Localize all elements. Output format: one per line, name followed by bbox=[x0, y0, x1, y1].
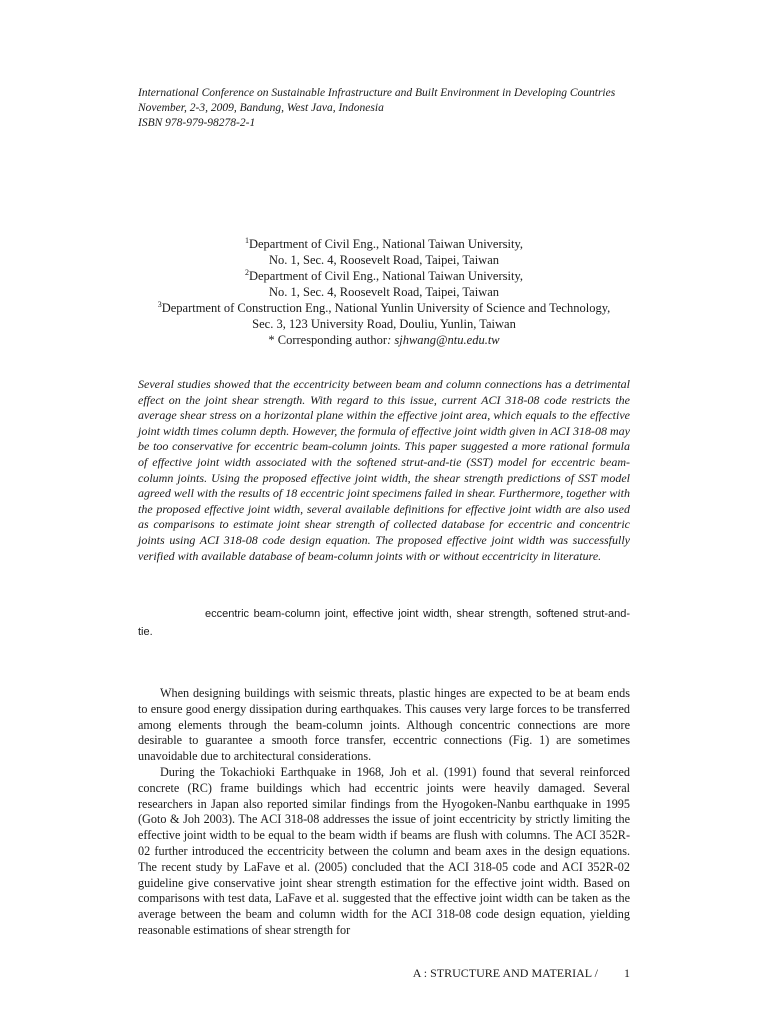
affiliation-3-dept: Department of Construction Eng., National Yunlin University of Science and Technology, bbox=[161, 301, 611, 315]
keywords-text: eccentric beam-column joint, effective joint width, shear strength, softened strut-and-tie. bbox=[138, 608, 630, 638]
page-footer bbox=[413, 966, 630, 981]
affiliation-1-line1 bbox=[100, 236, 668, 252]
affiliation-1-dept: Department of Civil Eng., National Taiwan University, bbox=[248, 237, 524, 251]
corresponding-email: : sjhwang@ntu.edu.tw bbox=[387, 333, 500, 347]
body-paragraph-2: During the Tokachioki Earthquake in 1968, Joh et al. (1991) found that several reinforced concrete (RC) frame buildings which had eccentric joints were heavily damaged. Several researchers in Japan also reported similar findings from the Hyogoken-Nanbu earthquake in 1995 (Goto & Joh 2003). The ACI 318-08 addresses the issue of joint eccentricity by strictly limiting the effective joint width to be equal to the beam width if beams are flush with columns. The ACI 352R-02 further introduced the eccentricity between the column and beam axes in the design equations. The recent study by LaFave et al. (2005) concluded that the ACI 318-05 code and ACI 352R-02 guideline give conservative joint shear strength estimation for the effective joint width. Based on comparisons with test data, LaFave et al. suggested that the effective joint width can be taken as the average between the beam and column width for the ACI 318-08 code design equation, yielding reasonable estimations of shear strength for bbox=[138, 764, 630, 937]
abstract-text: Several studies showed that the eccentricity between beam and column connections has a detrimental effect on the joint shear strength. With regard to this issue, current ACI 318-08 code restricts the average shear stress on a horizontal plane within the effective joint area, which equals to the effective joint width times column depth. However, the formula of effective joint width given in ACI 318-08 may be too conservative for eccentric beam-column joints. This paper suggested a more rational formula of effective joint width associated with the softened strut-and-tie (SST) model for eccentric beam-column joints. Using the proposed effective joint width, the shear strength predictions of SST model agreed well with the results of 18 eccentric joint specimens failed in shear. Furthermore, together with the proposed effective joint width, several available definitions for effective joint width are also used as comparisons to estimate joint shear strength of collected database for eccentric and concentric joints using ACI 318-08 code design equation. The proposed effective joint width was successfully verified with available database of beam-column joints with or without eccentricity in literature. bbox=[138, 377, 630, 563]
affiliation-3-line1 bbox=[100, 300, 668, 316]
conference-header bbox=[138, 86, 648, 131]
corresponding-author bbox=[100, 332, 668, 348]
affiliation-2-marker: 2 bbox=[244, 268, 249, 277]
affiliation-1-address: No. 1, Sec. 4, Roosevelt Road, Taipei, Taiwan bbox=[268, 253, 500, 267]
corresponding-label: * Corresponding author bbox=[268, 333, 388, 347]
affiliation-2-line1 bbox=[100, 268, 668, 284]
affiliation-2-dept: Department of Civil Eng., National Taiwan University, bbox=[248, 269, 524, 283]
page-number: 1 bbox=[624, 966, 630, 980]
conference-date: November, 2-3, 2009, Bandung, West Java, Indonesia bbox=[138, 102, 384, 114]
conference-title: International Conference on Sustainable Infrastructure and Built Environment in Developing Countries bbox=[138, 87, 616, 99]
footer-section: A : STRUCTURE AND MATERIAL / bbox=[412, 966, 598, 980]
affiliation-3-address: Sec. 3, 123 University Road, Douliu, Yunlin, Taiwan bbox=[252, 317, 516, 331]
conference-isbn: ISBN 978-979-98278-2-1 bbox=[138, 117, 256, 129]
affiliation-2-address: No. 1, Sec. 4, Roosevelt Road, Taipei, Taiwan bbox=[268, 285, 500, 299]
body-paragraph-1: When designing buildings with seismic threats, plastic hinges are expected to be at beam ends to ensure good energy dissipation during earthquakes. This causes very large forces to be transferred among elements through the beam-column joints. Although concentric connections are more desirable to guarantee a smooth force transfer, eccentric connections (Fig. 1) are sometimes unavoidable due to architectural considerations. bbox=[138, 686, 630, 764]
introduction-body bbox=[138, 686, 630, 939]
affiliations bbox=[100, 236, 668, 348]
affiliation-3-marker: 3 bbox=[157, 300, 162, 309]
affiliation-1-marker: 1 bbox=[244, 236, 249, 245]
